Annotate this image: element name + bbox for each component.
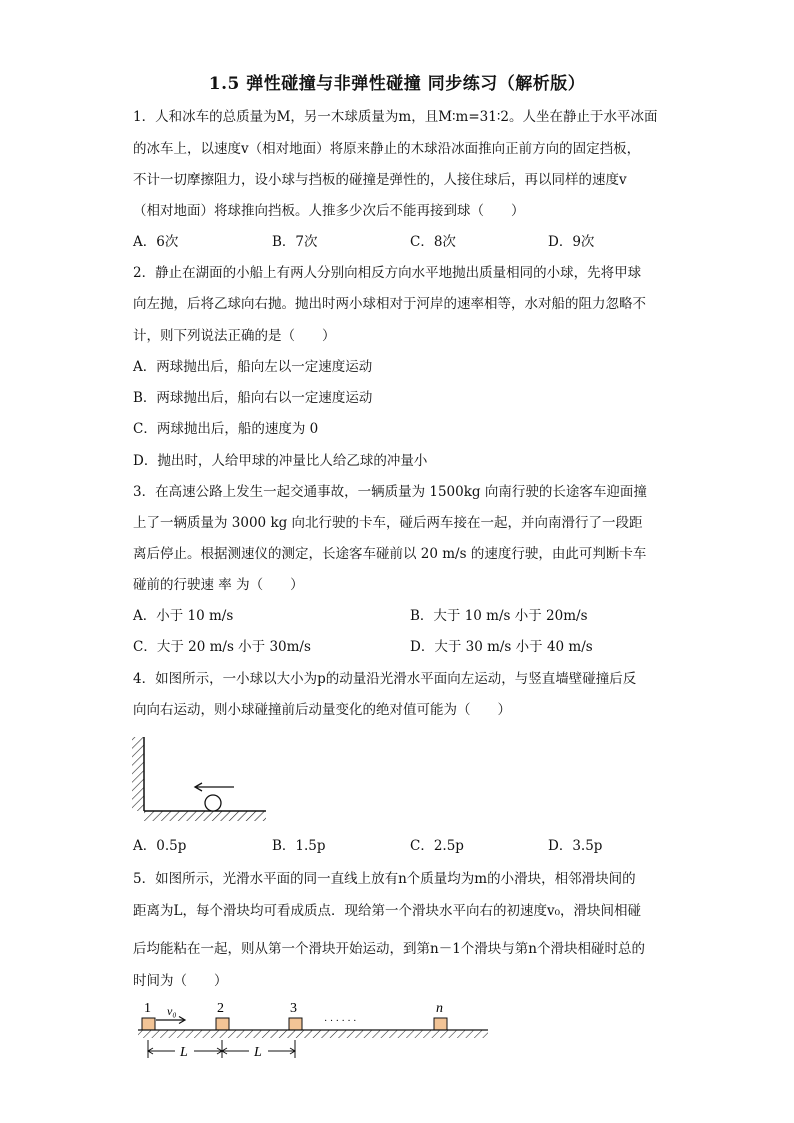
option-a: A．6次 [133,234,179,250]
option-a: A．两球抛出后，船向左以一定速度运动 [133,359,373,375]
option-d: D．3.5p [548,838,603,854]
option-d: D．大于 30 m/s 小于 40 m/s [410,639,593,655]
block-label-n: n [436,1001,443,1016]
ball [205,795,221,811]
question-text-line: 不计一切摩擦阻力，设小球与挡板的碰撞是弹性的，人接住球后，再以同样的速度v [133,172,627,188]
question-text-line: 2．静止在湖面的小船上有两人分别向相反方向水平地抛出质量相同的小球，先将甲球 [133,265,642,281]
option-c: C．2.5p [410,838,464,854]
wall-ball-figure [130,733,270,823]
question-text-line: 离后停止。根据测速仪的测定，长途客车碰前以 20 m/s 的速度行驶，由此可判断卡车 [133,546,647,562]
option-b: B．大于 10 m/s 小于 20m/s [410,608,588,624]
question-text-line: 时间为（ ） [133,973,228,989]
option-a: A．0.5p [133,838,187,854]
ellipsis-dots: · · · · · · [324,1016,357,1027]
question-text-line: 计，则下列说法正确的是（ ） [133,328,336,344]
question-text-line: 5．如图所示，光滑水平面的同一直线上放有n个质量均为m的小滑块，相邻滑块间的 [133,871,636,887]
option-b: B．1.5p [272,838,326,854]
option-d: D．9次 [548,234,595,250]
option-c: C．8次 [410,234,456,250]
question-text-line: 3．在高速公路上发生一起交通事故，一辆质量为 1500kg 向南行驶的长途客车迎面撞 [133,484,647,500]
wall-hatch [132,737,144,811]
question-text-line: （相对地面）将球推向挡板。人推多少次后不能再接到球（ ） [133,203,525,219]
question-text-line: 向向右运动，则小球碰撞前后动量变化的绝对值可能为（ ） [133,702,511,718]
block-2 [216,1018,229,1030]
option-c: C．两球抛出后，船的速度为 0 [133,421,319,437]
option-b: B．7次 [272,234,318,250]
question-text-line: 的冰车上，以速度v（相对地面）将原来静止的木球沿冰面推向正前方向的固定挡板， [133,141,641,157]
question-text-line: 向左抛，后将乙球向右抛。抛出时两小球相对于河岸的速率相等，水对船的阻力忽略不 [133,296,646,312]
option-c: C．大于 20 m/s 小于 30m/s [133,639,311,655]
block-1 [142,1018,155,1030]
floor-hatch [144,811,266,821]
block-label-2: 2 [217,1001,224,1016]
question-text-line: 后均能粘在一起，则从第一个滑块开始运动，到第n－1个滑块与第n个滑块相碰时总的 [133,941,645,957]
question-text-line: 1．人和冰车的总质量为M，另一木球质量为m，且M∶m=31∶2。人坐在静止于水平冰面 [133,109,658,125]
block-label-1: 1 [144,1001,151,1016]
option-d: D．抛出时，人给甲球的冲量比人给乙球的冲量小 [133,453,428,469]
option-b: B．两球抛出后，船向右以一定速度运动 [133,390,373,406]
velocity-label: v₀ [167,1004,177,1018]
block-3 [289,1018,302,1030]
distance-label-1: L [180,1045,188,1060]
block-n [434,1018,447,1030]
distance-label-2: L [254,1045,262,1060]
page-title: 1.5 弹性碰撞与非弹性碰撞 同步练习（解析版） [208,74,586,94]
sliders-figure [134,996,494,1062]
ground-hatch [138,1030,488,1038]
question-text-line: 4．如图所示，一小球以大小为p的动量沿光滑水平面向左运动，与竖直墙壁碰撞后反 [133,671,637,687]
option-a: A．小于 10 m/s [133,608,234,624]
question-text-line: 碰前的行驶速 率 为（ ） [133,577,304,593]
question-text-line: 距离为L，每个滑块均可看成质点．现给第一个滑块水平向右的初速度v₀，滑块间相碰 [133,903,642,919]
block-label-3: 3 [290,1001,297,1016]
question-text-line: 上了一辆质量为 3000 kg 向北行驶的卡车，碰后两车接在一起，并向南滑行了一段距 [133,515,643,531]
